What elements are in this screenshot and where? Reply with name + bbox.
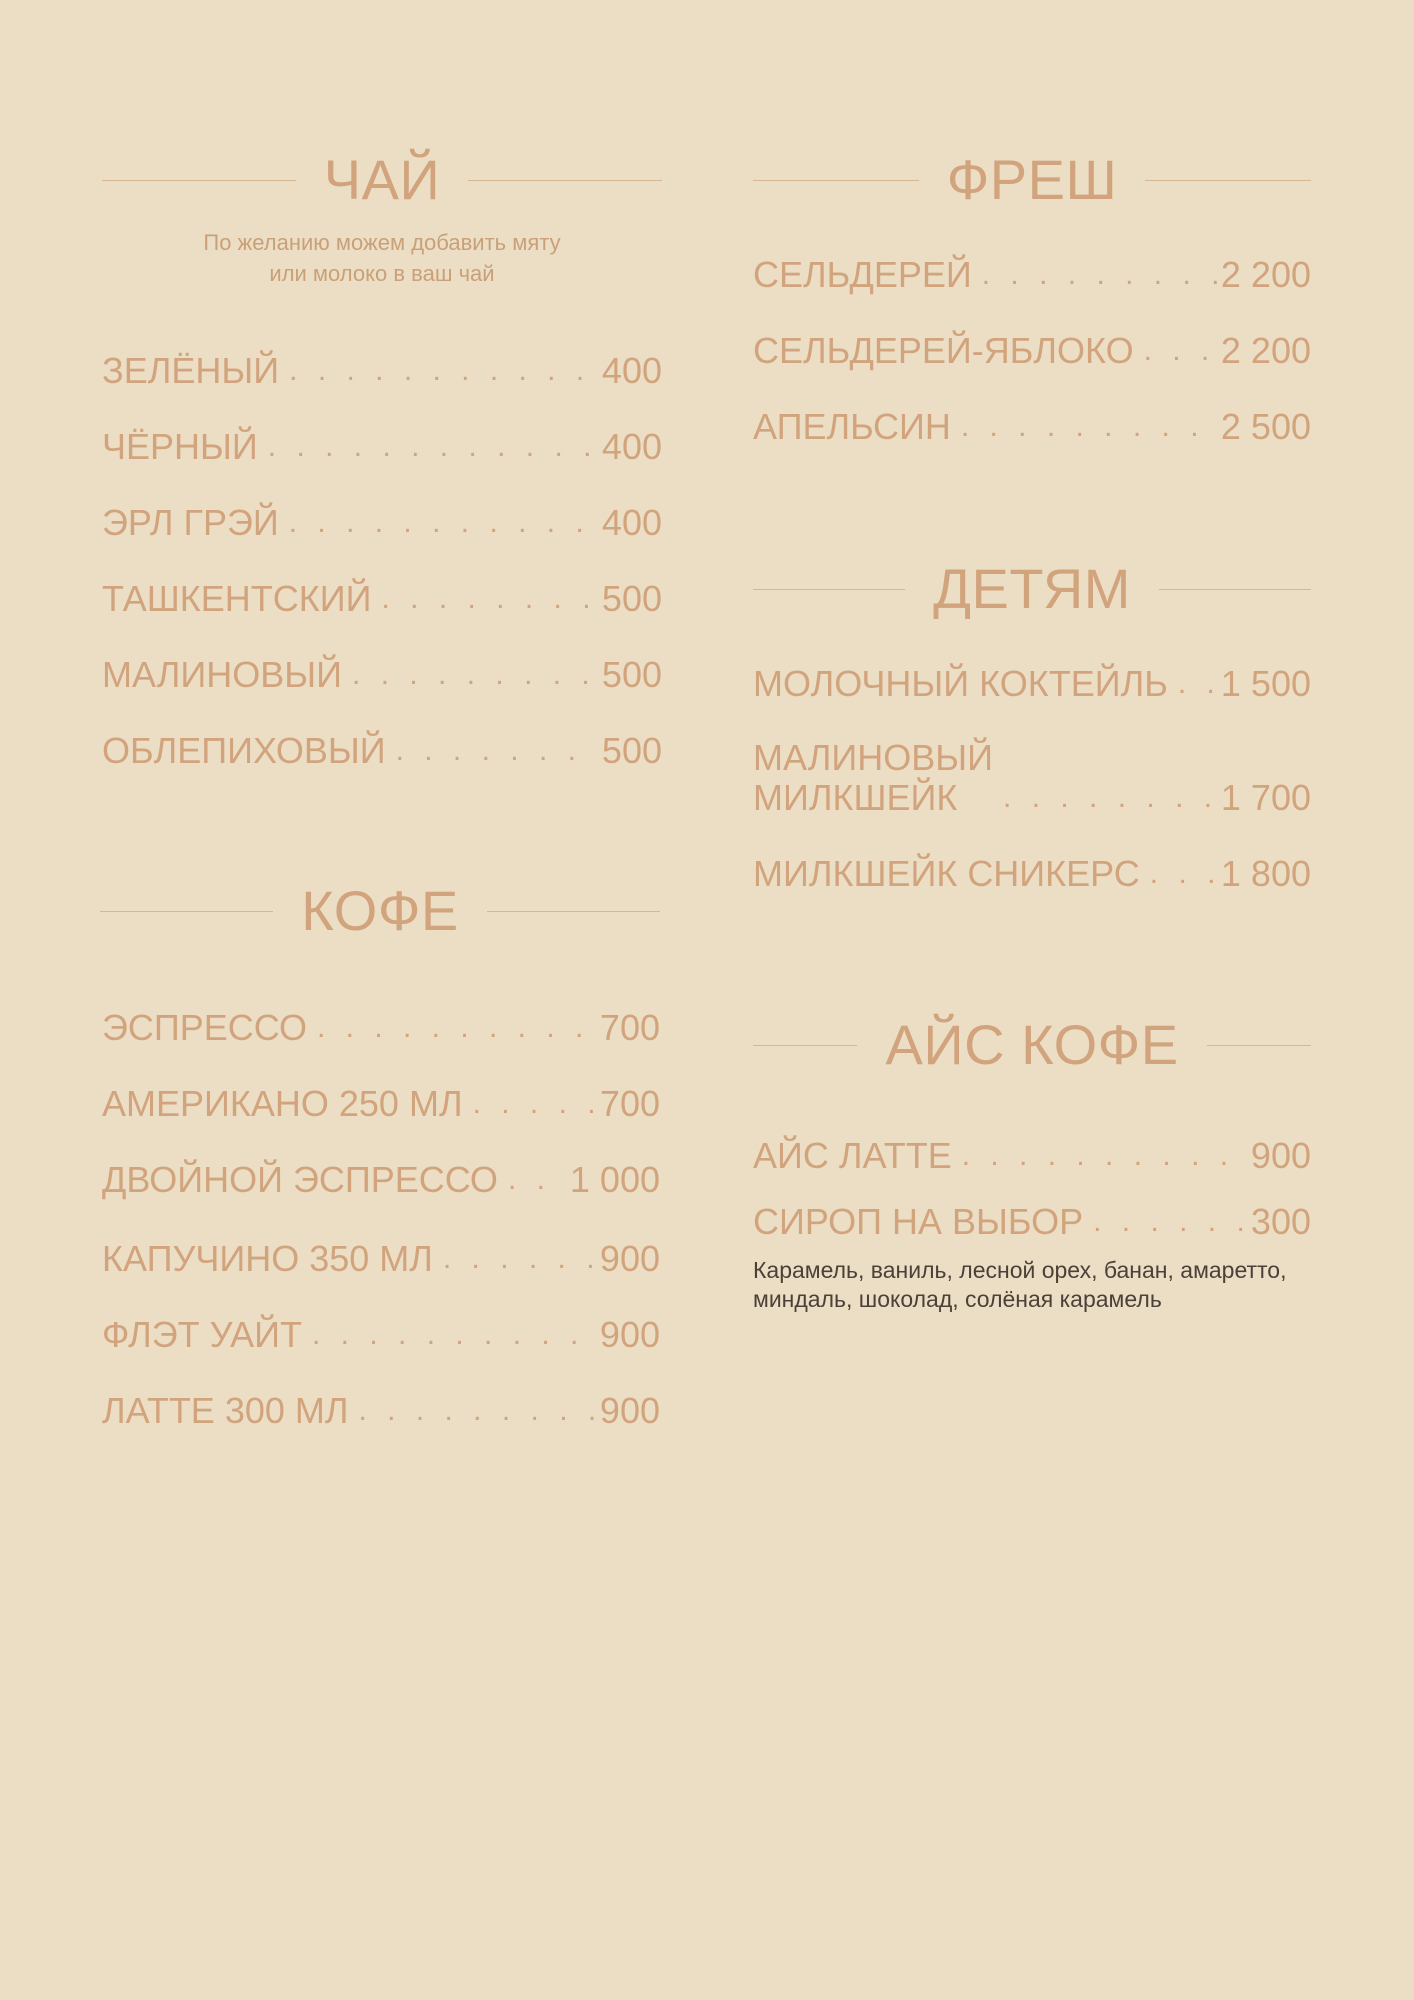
menu-item: МАЛИНОВЫЙ МИЛКШЕЙК . . . 1 700 [753,704,1311,818]
kids-header [753,554,1311,624]
header-rule [100,911,273,912]
fresh-section [753,145,1311,447]
menu-item: ЧЁРНЫЙ . . . 400 [102,391,662,467]
tea-section [102,145,662,771]
header-rule [102,180,296,181]
header-rule [753,589,905,590]
menu-item: АПЕЛЬСИН . . . 2 500 [753,371,1311,447]
header-rule [1207,1045,1311,1046]
menu-item: СЕЛЬДЕРЕЙ-ЯБЛОКО . . . 2 200 [753,295,1311,371]
menu-item: МАЛИНОВЫЙ . . . 500 [102,619,662,695]
menu-item: ЭСПРЕССО . . . 700 [102,972,660,1048]
menu-item: ТАШКЕНТСКИЙ . . . 500 [102,543,662,619]
fresh-title: ФРЕШ [946,148,1118,211]
header-rule [1145,180,1311,181]
menu-item: АЙС ЛАТТЕ . . . 900 [753,1100,1311,1176]
header-rule [753,1045,857,1046]
syrup-block [753,1202,1311,1314]
kids-section [753,554,1311,894]
header-rule [1159,589,1311,590]
menu-item: ДВОЙНОЙ ЭСПРЕССО . . . 1 000 [102,1124,660,1200]
header-rule [487,911,660,912]
iced-coffee-section [753,1010,1311,1314]
header-rule [468,180,662,181]
header-rule [753,180,919,181]
kids-title: ДЕТЯМ [933,557,1131,620]
menu-item: АМЕРИКАНО 250 МЛ . . . 700 [102,1048,660,1124]
menu-item: КАПУЧИНО 350 МЛ . . . 900 [102,1200,660,1279]
menu-item: СЕЛЬДЕРЕЙ . . . 2 200 [753,219,1311,295]
menu-item: МИЛКШЕЙК СНИКЕРС . . . 1 800 [753,818,1311,894]
fresh-header [753,145,1311,215]
tea-note: По желанию можем добавить мяту или молоко в ваш чай [203,230,561,286]
coffee-title: КОФЕ [301,879,459,942]
menu-item: ЗЕЛЁНЫЙ . . . 400 [102,315,662,391]
tea-title: ЧАЙ [323,148,441,211]
tea-header [102,145,662,215]
menu-item: СИРОП НА ВЫБОР . . . 300 [753,1202,1311,1242]
coffee-header [100,876,660,946]
menu-item: ФЛЭТ УАЙТ . . . 900 [102,1279,660,1355]
menu-item: ЭРЛ ГРЭЙ . . . 400 [102,467,662,543]
menu-item: МОЛОЧНЫЙ КОКТЕЙЛЬ . . . 1 500 [753,628,1311,704]
menu-item: ОБЛЕПИХОВЫЙ . . . 500 [102,695,662,771]
syrup-note: Карамель, ваниль, лесной орех, банан, амаретто, миндаль, шоколад, солёная карамель [753,1257,1287,1312]
coffee-section [100,876,660,1431]
iced-coffee-title: АЙС КОФЕ [885,1013,1179,1076]
iced-coffee-header [753,1010,1311,1080]
menu-item: ЛАТТЕ 300 МЛ . . . 900 [102,1355,660,1431]
